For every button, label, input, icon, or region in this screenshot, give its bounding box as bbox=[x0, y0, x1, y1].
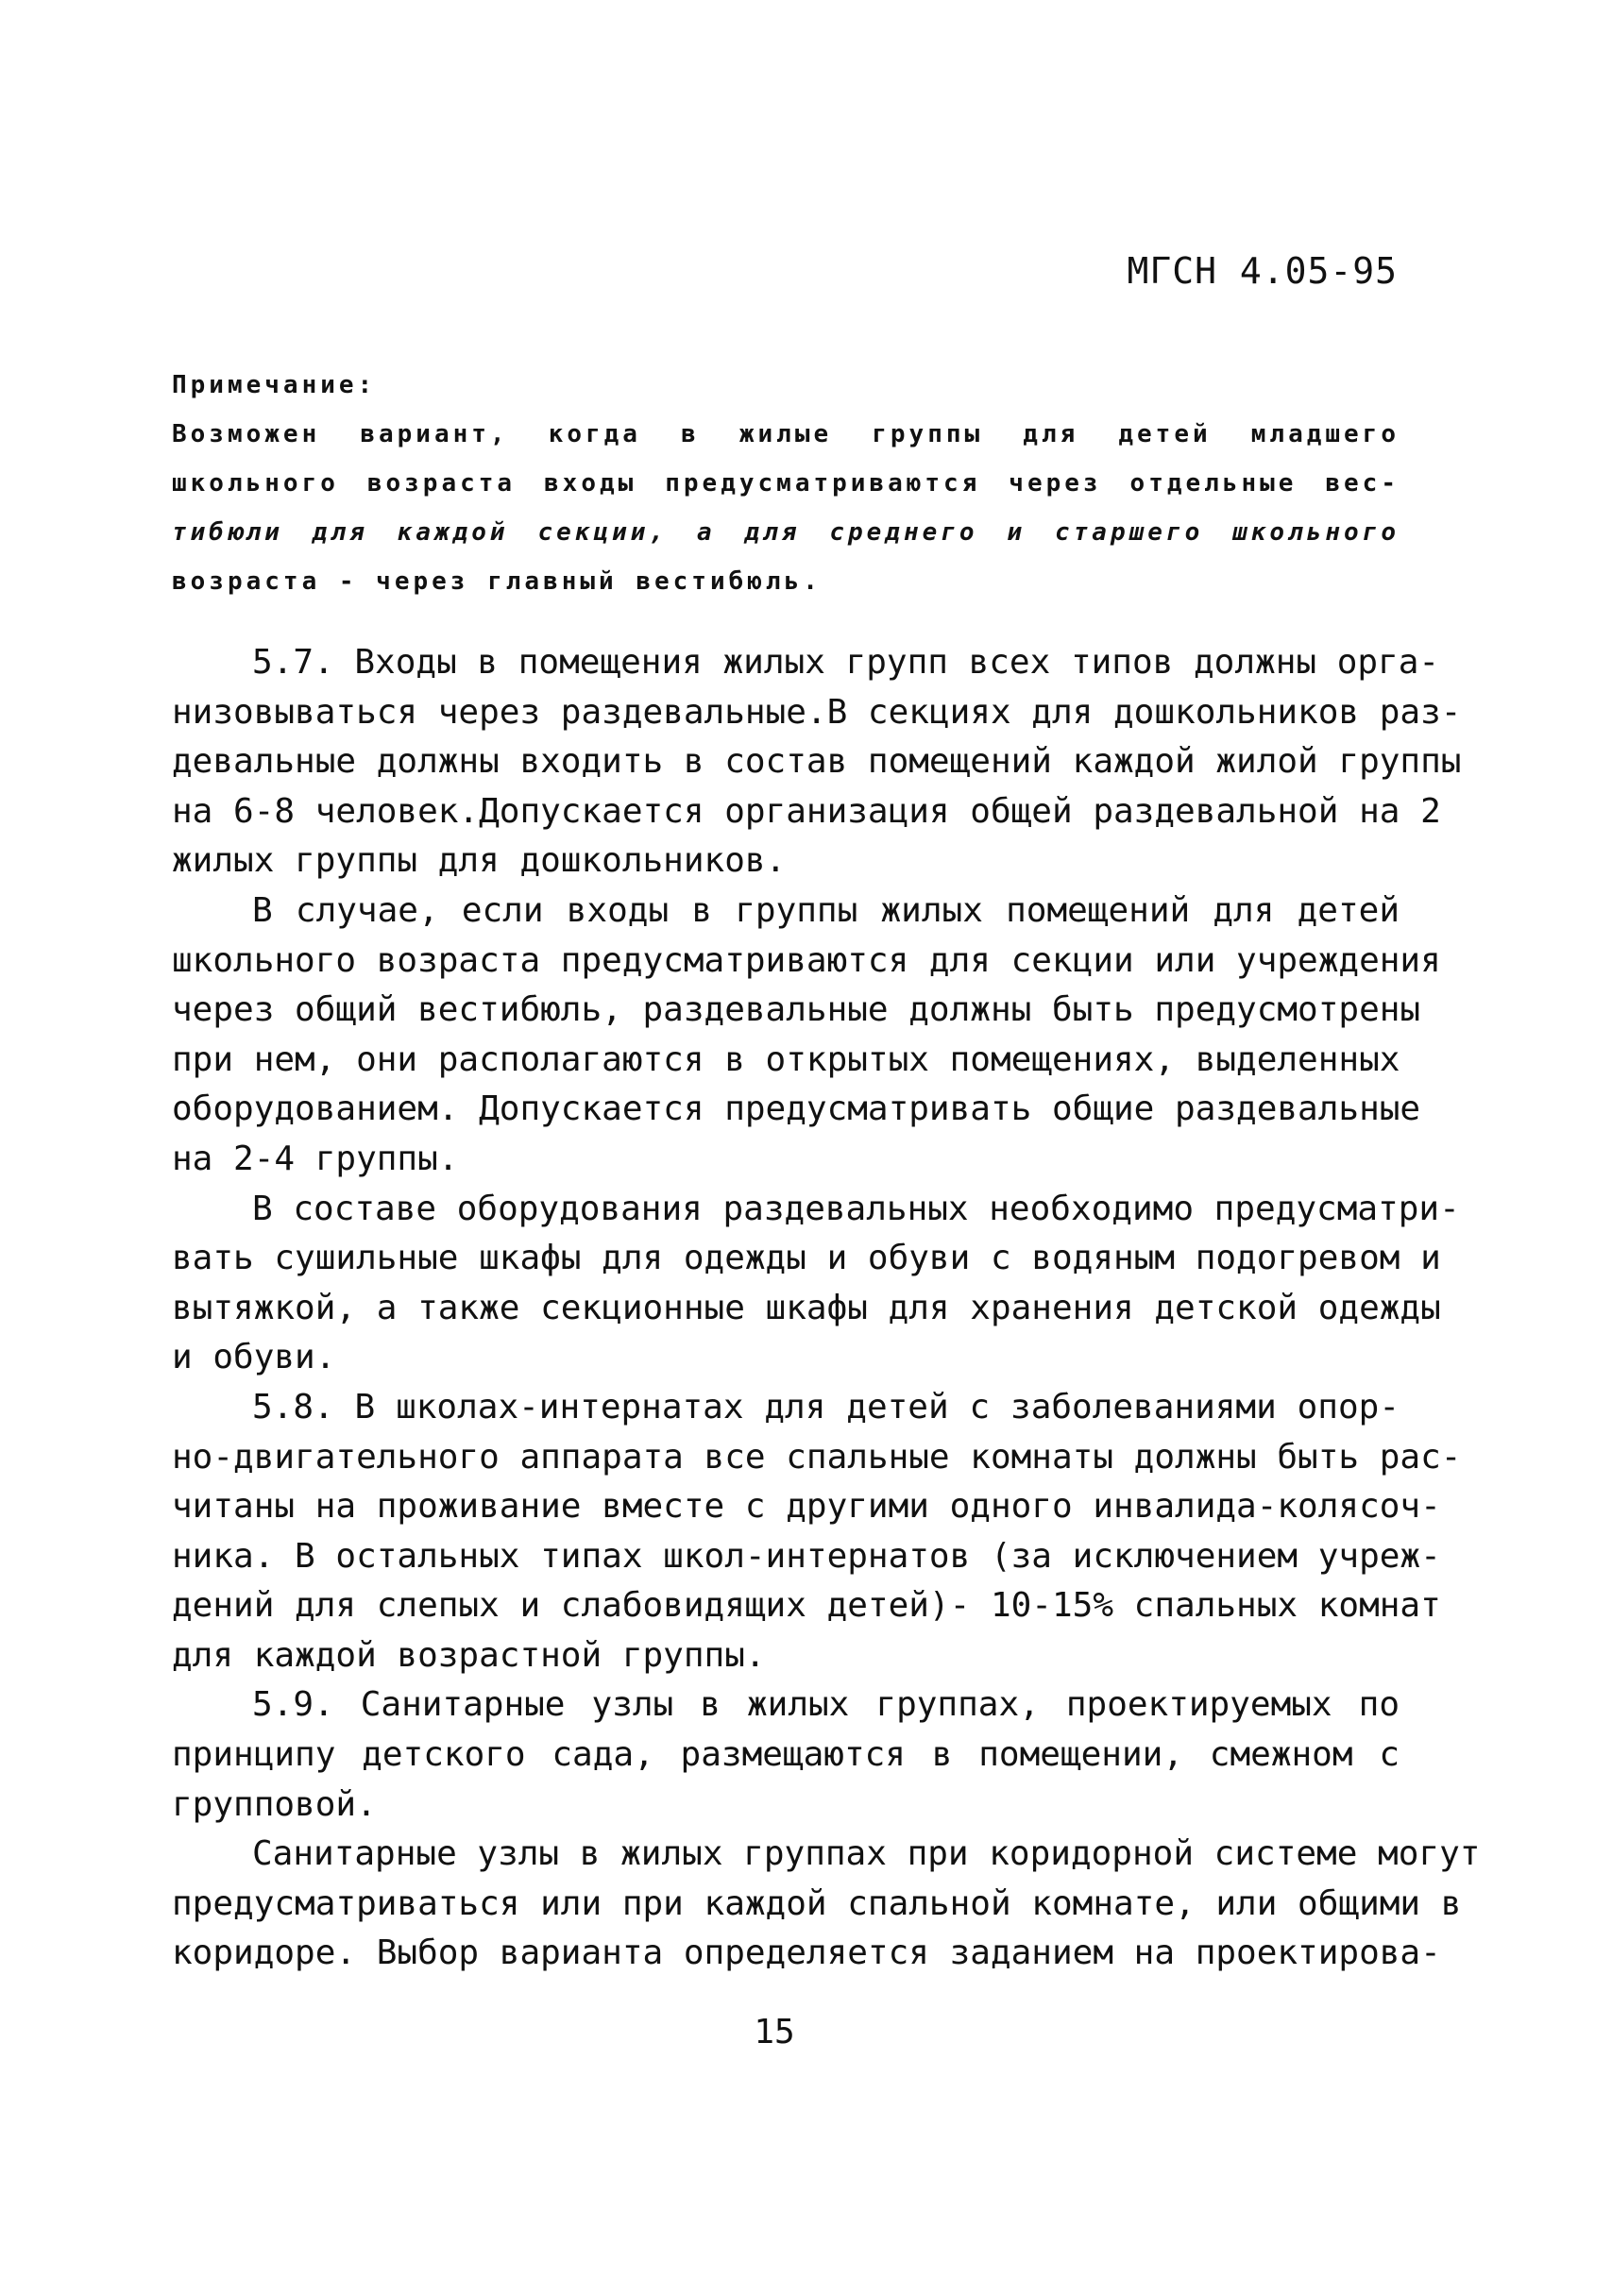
paragraph-5-8-line: дений для слепых и слабовидящих детей)- 10-15% спальных комнат bbox=[172, 1586, 1441, 1626]
note-line: возраста - через главный вестибюль. bbox=[172, 567, 822, 596]
paragraph-5-9-line: групповой. bbox=[172, 1784, 377, 1824]
paragraph-5-8-line: читаны на проживание вместе с другими одного инвалида-колясоч- bbox=[172, 1487, 1441, 1527]
paragraph-equipment-line: вытяжкой, а также секционные шкафы для хранения детской одежды bbox=[172, 1288, 1441, 1327]
paragraph-5-9-line: 5.9. Санитарные узлы в жилых группах, проектируемых по bbox=[252, 1685, 1400, 1725]
paragraph-5-8-line: но-двигательного аппарата все спальные комнаты должны быть рас- bbox=[172, 1437, 1462, 1477]
paragraph-case-line: школьного возраста предусматриваются для секции или учреждения bbox=[172, 940, 1441, 980]
paragraph-5-8-line: 5.8. В школах-интернатах для детей с заболеваниями опор- bbox=[252, 1387, 1400, 1427]
document-code: МГСН 4.05-95 bbox=[1127, 250, 1398, 292]
paragraph-5-8-line: для каждой возрастной группы. bbox=[172, 1635, 766, 1675]
paragraph-5-8-line: ника. В остальных типах школ-интернатов (за исключением учреж- bbox=[172, 1536, 1441, 1576]
paragraph-5-9-line: принципу детского сада, размещаются в помещении, смежном с bbox=[172, 1735, 1400, 1775]
paragraph-5-7-line: девальные должны входить в состав помещений каждой жилой группы bbox=[172, 742, 1462, 782]
paragraph-5-7-line: жилых группы для дошкольников. bbox=[172, 841, 787, 881]
paragraph-equipment-line: и обуви. bbox=[172, 1338, 336, 1377]
note-line: школьного возраста входы предусматриваются через отдельные вес- bbox=[172, 469, 1400, 498]
paragraph-case-line: В случае, если входы в группы жилых помещений для детей bbox=[252, 890, 1400, 930]
paragraph-sanitary-line: предусматриваться или при каждой спальной комнате, или общими в bbox=[172, 1883, 1462, 1923]
paragraph-equipment-line: В составе оборудования раздевальных необходимо предусматри- bbox=[252, 1189, 1460, 1228]
page-number: 15 bbox=[754, 2013, 795, 2051]
paragraph-equipment-line: вать сушильные шкафы для одежды и обуви с водяным подогревом и bbox=[172, 1239, 1441, 1278]
paragraph-5-7-line: низовываться через раздевальные.В секциях для дошкольников раз- bbox=[172, 692, 1462, 732]
paragraph-sanitary-line: Санитарные узлы в жилых группах при коридорной системе могут bbox=[252, 1834, 1481, 1874]
note-block bbox=[172, 361, 1400, 606]
paragraph-case-line: через общий вестибюль, раздевальные должны быть предусмотрены bbox=[172, 990, 1421, 1030]
note-line: Возможен вариант, когда в жилые группы для детей младшего bbox=[172, 420, 1400, 448]
note-line: тибюли для каждой секции, а для среднего и старшего школьного bbox=[172, 518, 1400, 547]
note-title: Примечание: bbox=[172, 371, 377, 399]
paragraph-case-line: на 2-4 группы. bbox=[172, 1139, 459, 1178]
paragraph-5-7-line: на 6-8 человек.Допускается организация общей раздевальной на 2 bbox=[172, 791, 1441, 831]
paragraph-5-7-line: 5.7. Входы в помещения жилых групп всех типов должны орга- bbox=[252, 643, 1440, 682]
body-text bbox=[172, 638, 1481, 1979]
paragraph-case-line: оборудованием. Допускается предусматривать общие раздевальные bbox=[172, 1089, 1421, 1129]
paragraph-sanitary-line: коридоре. Выбор варианта определяется заданием на проектирова- bbox=[172, 1933, 1441, 1973]
paragraph-case-line: при нем, они располагаются в открытых помещениях, выделенных bbox=[172, 1039, 1400, 1079]
